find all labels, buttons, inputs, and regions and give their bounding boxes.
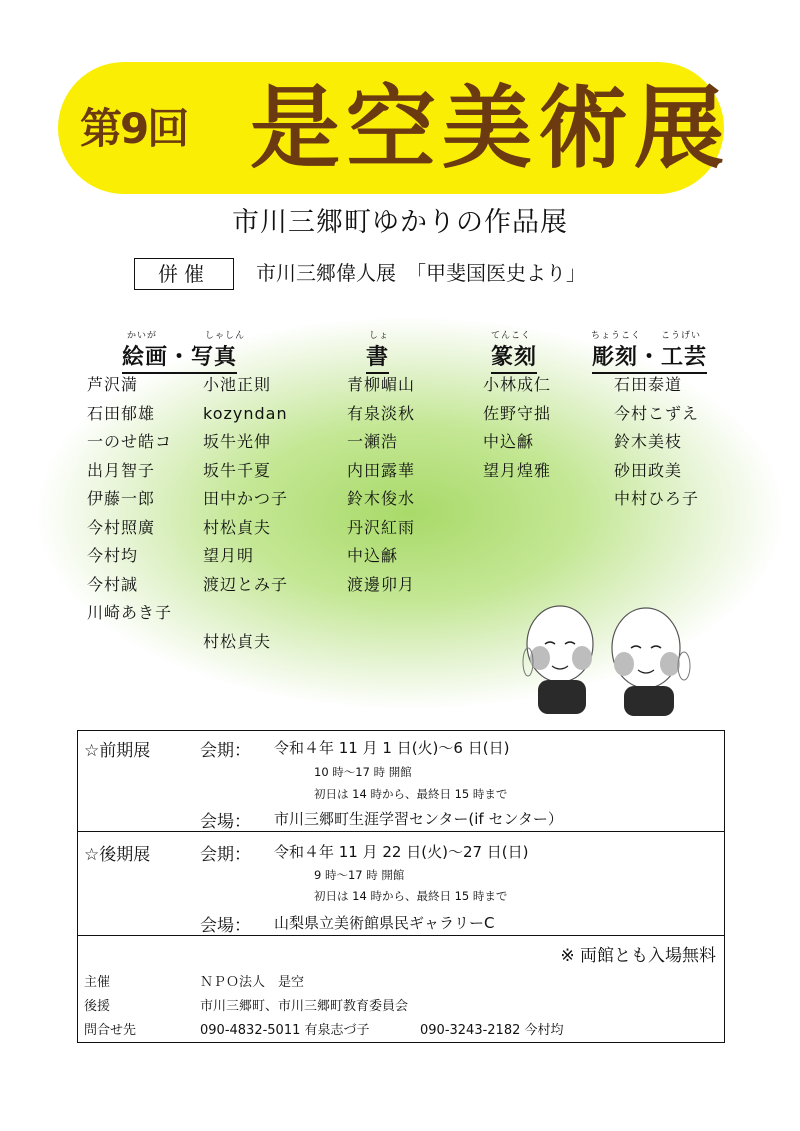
divider — [78, 935, 724, 936]
artist-name: 坂牛光伸 — [203, 432, 272, 451]
second-period-note: 初日は 14 時から、最終日 15 時まで — [314, 889, 508, 903]
first-period-hours: 10 時～17 時 開館 — [314, 765, 412, 779]
artist-name — [203, 599, 288, 628]
artist-name: 小池正則 — [203, 375, 272, 394]
jizo-illustration — [520, 600, 710, 720]
ruby-shashin: しゃしん — [205, 331, 246, 341]
artist-name: 中込龢 — [483, 432, 535, 451]
contact-1: 090-4832-5011 有泉志づ子 — [200, 1023, 370, 1038]
info-table — [77, 730, 725, 1043]
subtitle: 市川三郷町ゆかりの作品展 — [232, 207, 568, 238]
host-value: ＮＰＯ法人 是空 — [200, 975, 305, 990]
artist-name: 川崎あき子 — [87, 603, 173, 622]
host-label: 主催 — [84, 975, 111, 990]
artist-name: 渡辺とみ子 — [203, 574, 289, 594]
artist-name: kozyndan — [203, 403, 288, 423]
artist-name: 渡邊卯月 — [347, 574, 416, 594]
second-period-dates: 令和４年 11 月 22 日(火)～27 日(日) — [274, 843, 529, 861]
artist-list-painting-2 — [203, 371, 288, 656]
first-venue: 市川三郷町生涯学習センター(if センター） — [274, 810, 563, 828]
artist-name: 一瀬浩 — [347, 432, 399, 451]
artist-name: 芦沢満 — [87, 375, 139, 394]
exhibition-title: 是空美術展 — [250, 76, 730, 181]
second-period-hours: 9 時～17 時 開館 — [314, 868, 405, 882]
artist-name: 望月煌雅 — [483, 460, 552, 480]
ruby-kougei: こうげい — [661, 331, 702, 341]
artist-name: 鈴木俊水 — [347, 489, 416, 508]
artist-list-painting-1 — [87, 371, 172, 628]
artist-list-sculpture — [614, 371, 699, 514]
artist-name: 砂田政美 — [614, 460, 683, 480]
first-period-dates: 令和４年 11 月 1 日(火)～6 日(日) — [274, 739, 510, 757]
edition-label: 第9回 — [80, 104, 188, 153]
artist-name: 村松貞夫 — [203, 517, 272, 537]
second-venue-label: 会場： — [200, 916, 251, 936]
artist-name: 伊藤一郎 — [87, 489, 156, 508]
ruby-tenkoku: てんこく — [491, 331, 532, 341]
ruby-kaiga: かいが — [127, 331, 158, 341]
ruby-sho: しょ — [369, 331, 390, 341]
cohost-label-box: 併催 — [134, 258, 234, 290]
contact-label: 問合せ先 — [84, 1023, 137, 1038]
artist-name: 出月智子 — [87, 460, 156, 480]
cohost-text: 市川三郷偉人展 「甲斐国医史より」 — [256, 261, 586, 285]
first-period-label: 会期： — [200, 741, 251, 761]
first-venue-label: 会場： — [200, 812, 251, 832]
artist-name: 小林成仁 — [483, 375, 552, 394]
artist-name: 今村照廣 — [87, 517, 156, 537]
second-period-name: ☆後期展 — [84, 845, 151, 865]
artist-name: 今村均 — [87, 546, 139, 565]
artist-name: 村松貞夫 — [203, 631, 272, 651]
category-painting-photo: 絵画・写真 — [122, 340, 237, 371]
artist-name: 石田郁雄 — [87, 403, 156, 423]
second-period-label: 会期： — [200, 845, 251, 865]
artist-name: 有泉淡秋 — [347, 403, 416, 423]
artist-name: 青柳嵋山 — [347, 375, 416, 394]
category-seal-engraving: 篆刻 — [491, 340, 537, 371]
artist-list-seal — [483, 371, 551, 485]
artist-name: 内田露華 — [347, 460, 416, 480]
artist-name: 田中かつ子 — [203, 489, 289, 508]
category-calligraphy: 書 — [366, 340, 389, 371]
artist-name: 今村誠 — [87, 574, 139, 594]
artist-list-calligraphy — [347, 371, 415, 599]
divider — [78, 831, 724, 832]
artist-name: 丹沢紅雨 — [347, 517, 416, 537]
artist-name: 鈴木美枝 — [614, 432, 683, 451]
artist-name: 今村こずえ — [614, 403, 700, 423]
category-sculpture-craft: 彫刻・工芸 — [592, 340, 707, 371]
artist-name: 佐野守拙 — [483, 403, 552, 423]
artist-name: 中込龢 — [347, 546, 399, 565]
artist-name: 中村ひろ子 — [614, 489, 700, 508]
support-value: 市川三郷町、市川三郷町教育委員会 — [200, 999, 409, 1014]
support-label: 後援 — [84, 999, 111, 1014]
artist-name: 一のせ皓コ — [87, 432, 173, 451]
artist-name: 望月明 — [203, 546, 255, 565]
artist-name: 坂牛千夏 — [203, 460, 272, 480]
first-period-name: ☆前期展 — [84, 741, 151, 761]
second-venue: 山梨県立美術館県民ギャラリーC — [274, 914, 495, 932]
contact-2: 090-3243-2182 今村均 — [420, 1023, 564, 1038]
ruby-choukoku: ちょうこく — [591, 331, 642, 341]
first-period-note: 初日は 14 時から、最終日 15 時まで — [314, 787, 508, 801]
artist-name: 石田泰道 — [614, 375, 683, 394]
free-admission-note: ※ 両館とも入場無料 — [560, 946, 716, 966]
title-banner — [58, 62, 730, 194]
